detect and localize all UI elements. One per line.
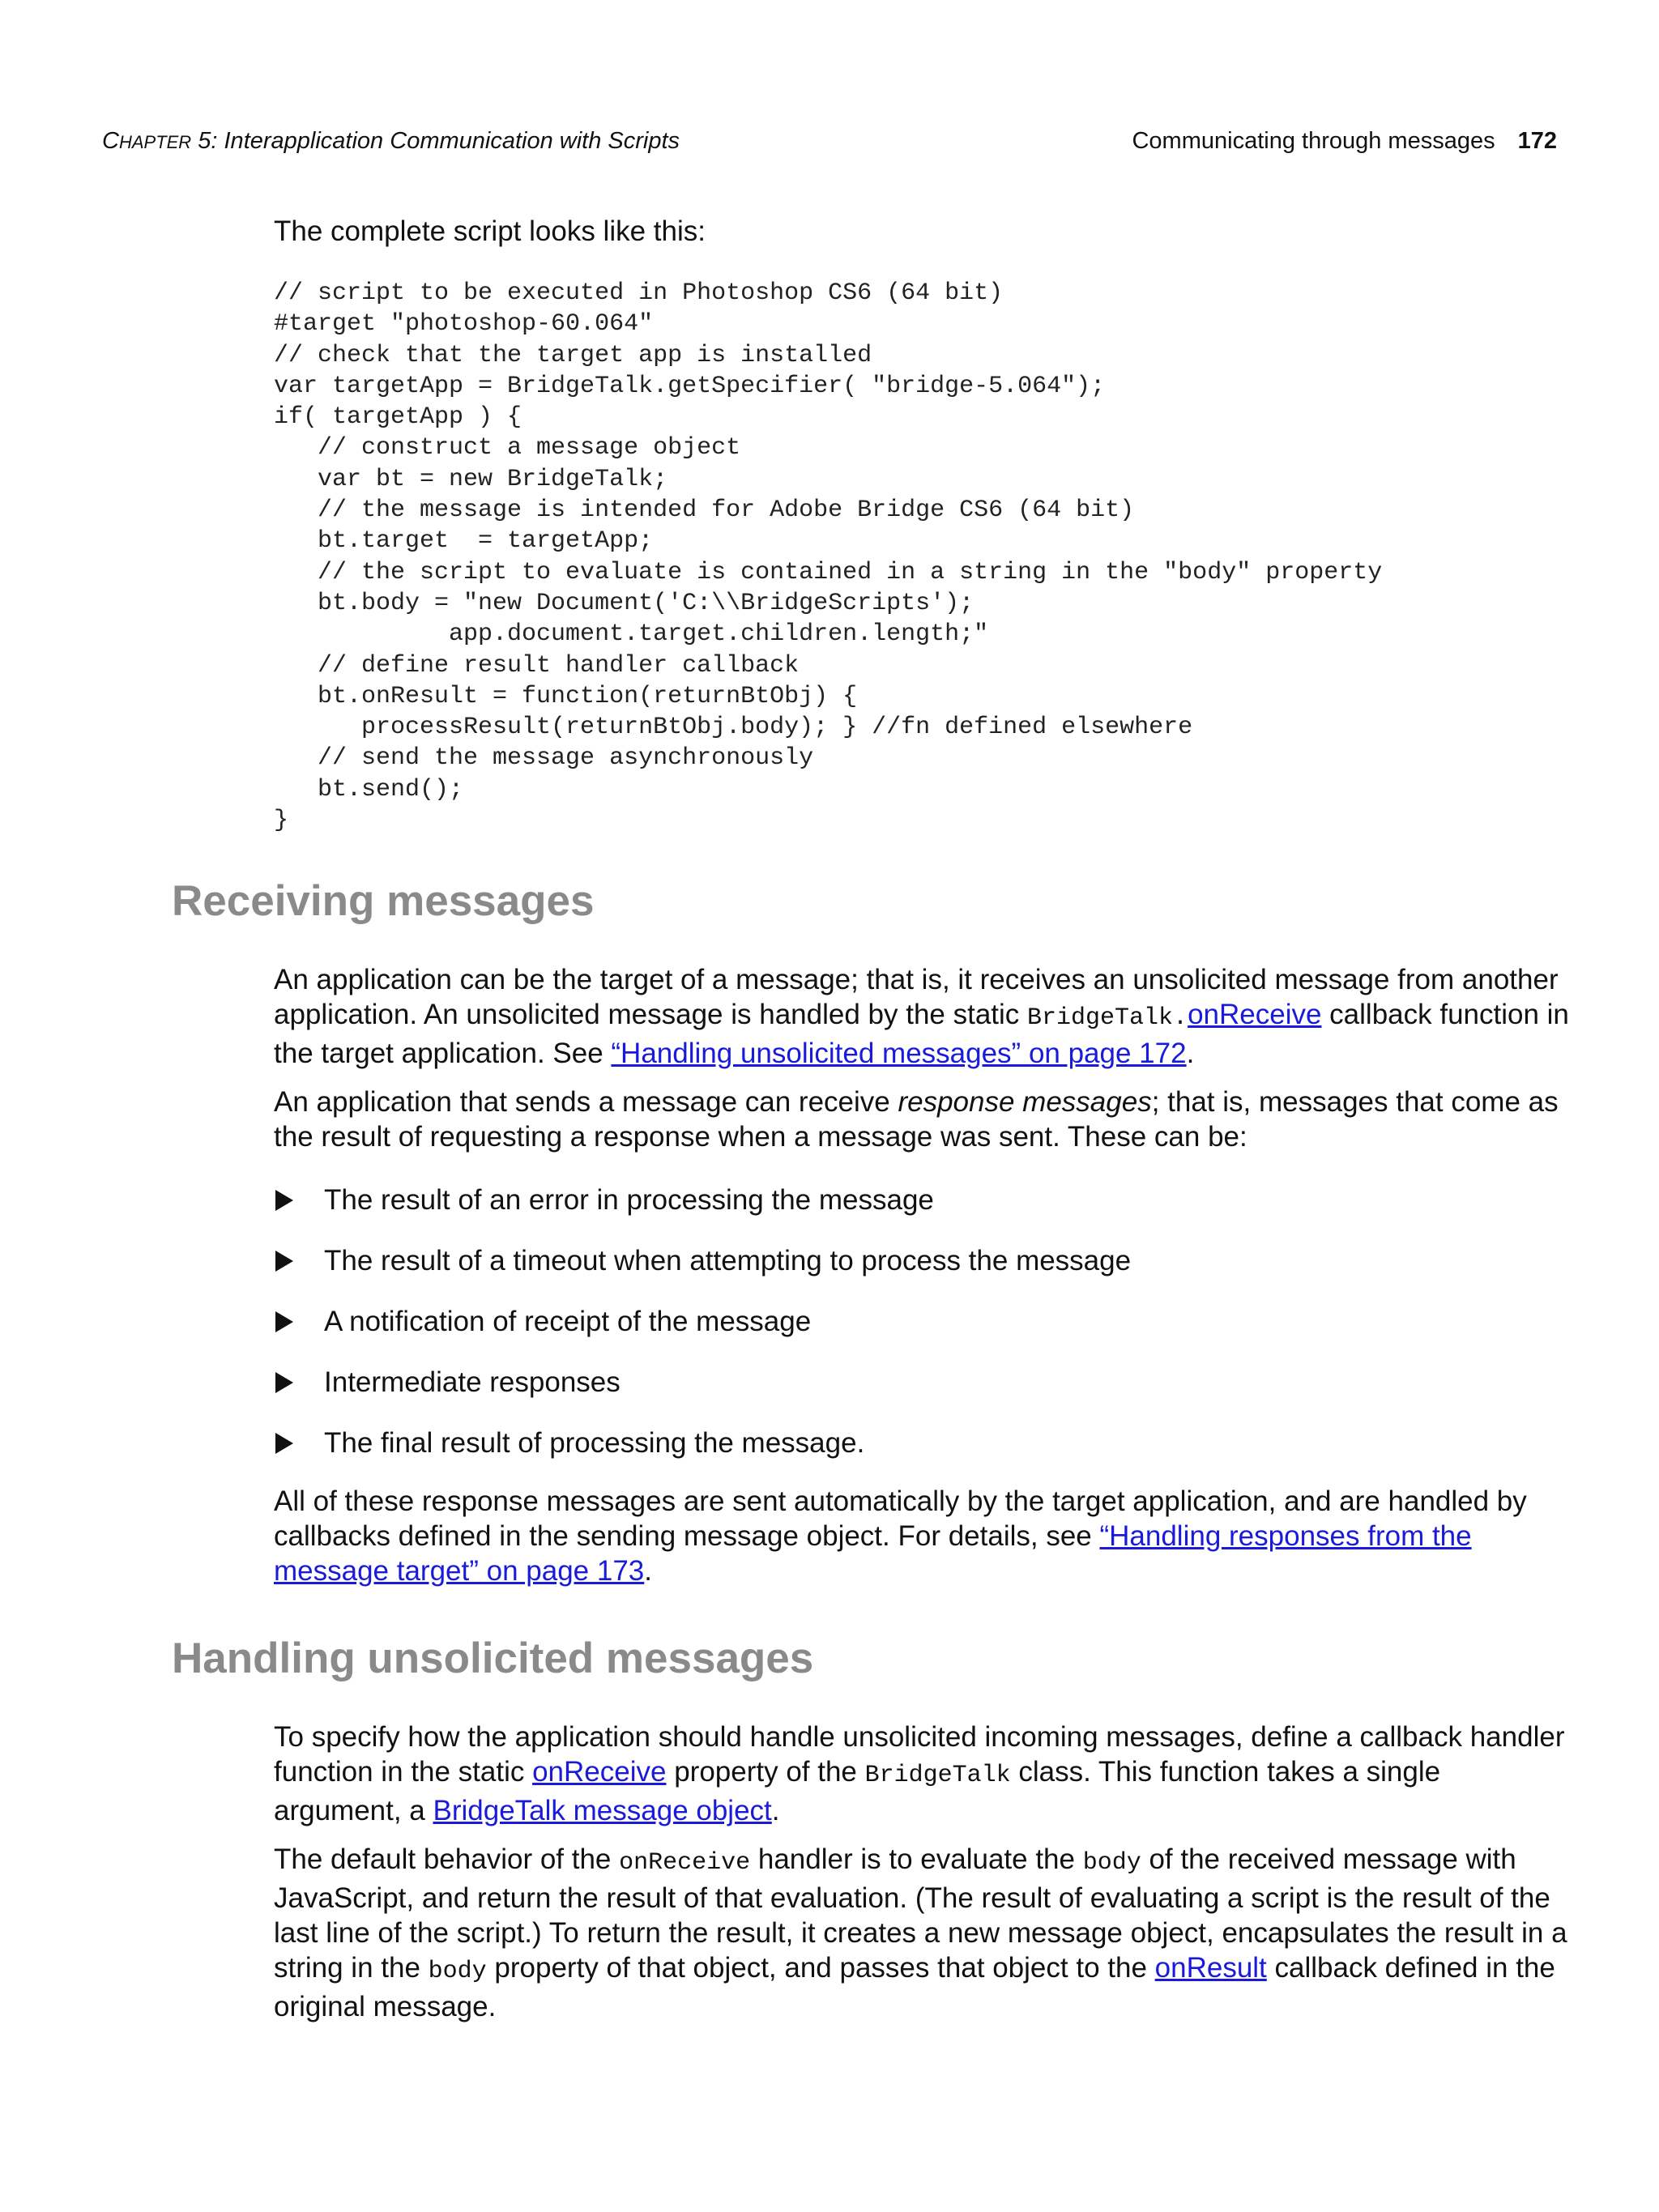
link-onreceive[interactable]: onReceive bbox=[532, 1756, 667, 1788]
code-inline: BridgeTalk bbox=[864, 1762, 1011, 1789]
response-types-list bbox=[274, 1183, 1570, 1486]
code-line: // check that the target app is installed bbox=[274, 341, 872, 369]
code-line: processResult(returnBtObj.body); } //fn defined elsewhere bbox=[274, 714, 1193, 742]
code-line: #target "photoshop-60.064" bbox=[274, 310, 654, 339]
code-line: // script to be executed in Photoshop CS6 (64 bit) bbox=[274, 279, 1004, 307]
intro-text: The complete script looks like this: bbox=[274, 215, 706, 247]
link-handling-unsolicited-messages[interactable]: “Handling unsolicited messages” on page 172 bbox=[611, 1038, 1187, 1069]
code-line: app.document.target.children.length;" bbox=[274, 620, 989, 649]
link-onreceive[interactable]: onReceive bbox=[1188, 999, 1322, 1030]
section-and-page bbox=[1132, 128, 1557, 155]
code-line: var bt = new BridgeTalk; bbox=[274, 465, 668, 493]
code-inline: body bbox=[428, 1958, 487, 1985]
code-listing bbox=[274, 278, 1382, 836]
heading-receiving-messages: Receiving messages bbox=[172, 877, 595, 925]
bullet-triangle-icon bbox=[275, 1372, 293, 1393]
unsolicited-paragraph-2: The default behavior of the onReceive handler is to evaluate the body of the received message with JavaScript, and return the result of that evaluation. (The result of evaluating a script is the result of the last line of the script.) To return the result, it creates a new message object, encapsulates the result in a string in the body property of that object, and passes that object to the onResult callback defined in the original message. bbox=[274, 1843, 1567, 2022]
bullet-triangle-icon bbox=[275, 1251, 293, 1272]
bullet-triangle-icon bbox=[275, 1190, 293, 1211]
emphasis-response-messages: response messages bbox=[898, 1086, 1152, 1118]
list-item: Intermediate responses bbox=[274, 1365, 1570, 1426]
section-title: Communicating through messages bbox=[1132, 128, 1495, 154]
code-line: // send the message asynchronously bbox=[274, 744, 814, 773]
code-line: // the message is intended for Adobe Bridge CS6 (64 bit) bbox=[274, 497, 1135, 525]
code-line: bt.send(); bbox=[274, 775, 464, 803]
intro-block bbox=[274, 214, 1570, 249]
receiving-paragraph-1: An application can be the target of a message; that is, it receives an unsolicited message from another application. An unsolicited message is handled by the static BridgeTalk.onReceive callback function in the target application. See “Handling unsolicited messages” on page 172. bbox=[274, 964, 1569, 1069]
receiving-paragraph-3: All of these response messages are sent automatically by the target application, and are handled by callbacks defined in the sending message object. For details, see “Handling responses from the message target” on page 173. bbox=[274, 1485, 1527, 1587]
list-item: The result of an error in processing the message bbox=[274, 1183, 1570, 1243]
list-item: The result of a timeout when attempting to process the message bbox=[274, 1243, 1570, 1304]
link-bridgetalk-message-object[interactable]: BridgeTalk message object bbox=[433, 1795, 772, 1826]
list-item: A notification of receipt of the message bbox=[274, 1304, 1570, 1365]
receiving-paragraph-2: An application that sends a message can receive response messages; that is, messages that come as the result of requesting a response when a message was sent. These can be: bbox=[274, 1086, 1559, 1153]
unsolicited-paragraph-1: To specify how the application should handle unsolicited incoming messages, define a callback handler function in the static onReceive property of the BridgeTalk class. This function takes a single argument, a BridgeTalk message object. bbox=[274, 1721, 1565, 1826]
bullet-triangle-icon bbox=[275, 1433, 293, 1454]
code-line: var targetApp = BridgeTalk.getSpecifier( "bridge-5.064"); bbox=[274, 372, 1106, 400]
code-inline: BridgeTalk. bbox=[1027, 1004, 1188, 1032]
code-line: bt.body = "new Document('C:\\BridgeScripts'); bbox=[274, 589, 975, 617]
code-inline: body bbox=[1082, 1849, 1141, 1877]
bullet-triangle-icon bbox=[275, 1311, 293, 1332]
list-item: The final result of processing the message. bbox=[274, 1426, 1570, 1486]
link-onresult[interactable]: onResult bbox=[1154, 1952, 1267, 1984]
chapter-small-caps: HAPTER bbox=[118, 132, 192, 152]
link-handling-responses[interactable]: “Handling responses from the message target” on page 173 bbox=[274, 1520, 1472, 1587]
code-line: bt.onResult = function(returnBtObj) { bbox=[274, 682, 858, 710]
running-header bbox=[102, 128, 1557, 160]
page-number: 172 bbox=[1517, 128, 1557, 154]
code-inline: onReceive bbox=[619, 1849, 751, 1877]
code-line: if( targetApp ) { bbox=[274, 403, 522, 432]
chapter-title: CHAPTER 5: Interapplication Communication with Scripts bbox=[102, 128, 680, 154]
heading-handling-unsolicited-messages: Handling unsolicited messages bbox=[172, 1634, 814, 1682]
code-line: // construct a message object bbox=[274, 434, 741, 462]
code-line: // the script to evaluate is contained in a string in the "body" property bbox=[274, 558, 1383, 586]
code-line: } bbox=[274, 807, 289, 835]
code-line: bt.target = targetApp; bbox=[274, 527, 654, 556]
code-line: // define result handler callback bbox=[274, 651, 800, 680]
